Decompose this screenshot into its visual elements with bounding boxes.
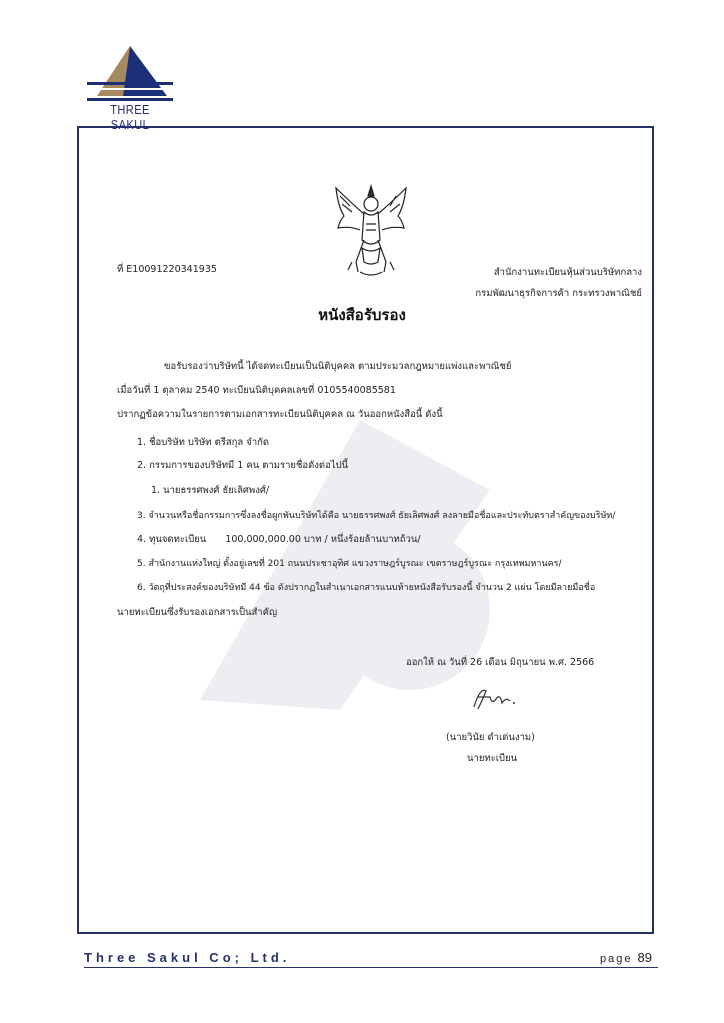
office-line-1: สำนักงานทะเบียนหุ้นส่วนบริษัทกลาง bbox=[493, 267, 642, 278]
item-2: 2. กรรมการของบริษัทมี 1 คน ตามรายชื่อดังต่อไปนี้ bbox=[137, 460, 349, 471]
item-6-continued: นายทะเบียนซึ่งรับรองเอกสารเป็นสำคัญ bbox=[117, 607, 278, 618]
document-number: ที่ E10091220341935 bbox=[117, 264, 217, 275]
footer-divider bbox=[84, 967, 658, 968]
company-logo bbox=[85, 44, 175, 132]
signer-name: (นายวินัย ดำเด่นงาม) bbox=[446, 732, 535, 743]
paragraph-3: ปรากฏข้อความในรายการตามเอกสารทะเบียนนิติบุคคล ณ วันออกหนังสือนี้ ดังนี้ bbox=[117, 409, 443, 420]
item-6: 6. วัตถุที่ประสงค์ของบริษัทมี 44 ข้อ ดังปรากฏในสำเนาเอกสารแนบท้ายหนังสือรับรองนี้ จำนวน 2 แผ่น โดยมีลายมือชื่อ bbox=[137, 583, 596, 593]
item-4-label: 4. ทุนจดทะเบียน bbox=[137, 534, 207, 545]
page-number: 89 bbox=[637, 950, 652, 965]
item-1: 1. ชื่อบริษัท บริษัท ตรีสกุล จำกัด bbox=[137, 437, 270, 448]
page-label: page bbox=[599, 953, 633, 965]
logo-mark-icon bbox=[85, 44, 175, 104]
registrar-signature-icon bbox=[468, 683, 520, 713]
item-2-sub: 1. นายธรรศพงศ์ ธัยเลิศพงศ์/ bbox=[151, 485, 270, 496]
item-4 bbox=[137, 532, 421, 547]
document-title: หนังสือรับรอง bbox=[318, 306, 406, 324]
item-3: 3. จำนวนหรือชื่อกรรมการซึ่งลงชื่อผูกพันบริษัทได้คือ นายธรรศพงศ์ ธัยเลิศพงศ์ ลงลายมือชื่อและประทับตราสำคัญของบริษัท/ bbox=[137, 511, 616, 521]
logo-text: THREE SAKUL bbox=[110, 102, 150, 132]
garuda-emblem-icon bbox=[330, 182, 412, 282]
footer-page bbox=[600, 950, 652, 965]
issuing-office bbox=[475, 262, 642, 304]
footer-company: Three Sakul Co; Ltd. bbox=[84, 950, 291, 965]
signer-title: นายทะเบียน bbox=[467, 753, 518, 764]
item-5: 5. สำนักงานแห่งใหญ่ ตั้งอยู่เลขที่ 201 ถนนประชาอุทิศ แขวงราษฎร์บูรณะ เขตราษฎร์บูรณะ กรุงเทพมหานคร/ bbox=[137, 559, 562, 569]
paragraph-2: เมื่อวันที่ 1 ตุลาคม 2540 ทะเบียนนิติบุคคลเลขที่ 0105540085581 bbox=[117, 385, 396, 396]
office-line-2: กรมพัฒนาธุรกิจการค้า กระทรวงพาณิชย์ bbox=[475, 288, 642, 299]
item-4-value: 100,000,000.00 บาท / หนึ่งร้อยล้านบาทถ้วน/ bbox=[225, 534, 421, 545]
paragraph-1: ขอรับรองว่าบริษัทนี้ ได้จดทะเบียนเป็นนิติบุคคล ตามประมวลกฎหมายแพ่งและพาณิชย์ bbox=[164, 361, 512, 372]
issue-date: ออกให้ ณ วันที่ 26 เดือน มิถุนายน พ.ศ. 2566 bbox=[406, 657, 595, 668]
